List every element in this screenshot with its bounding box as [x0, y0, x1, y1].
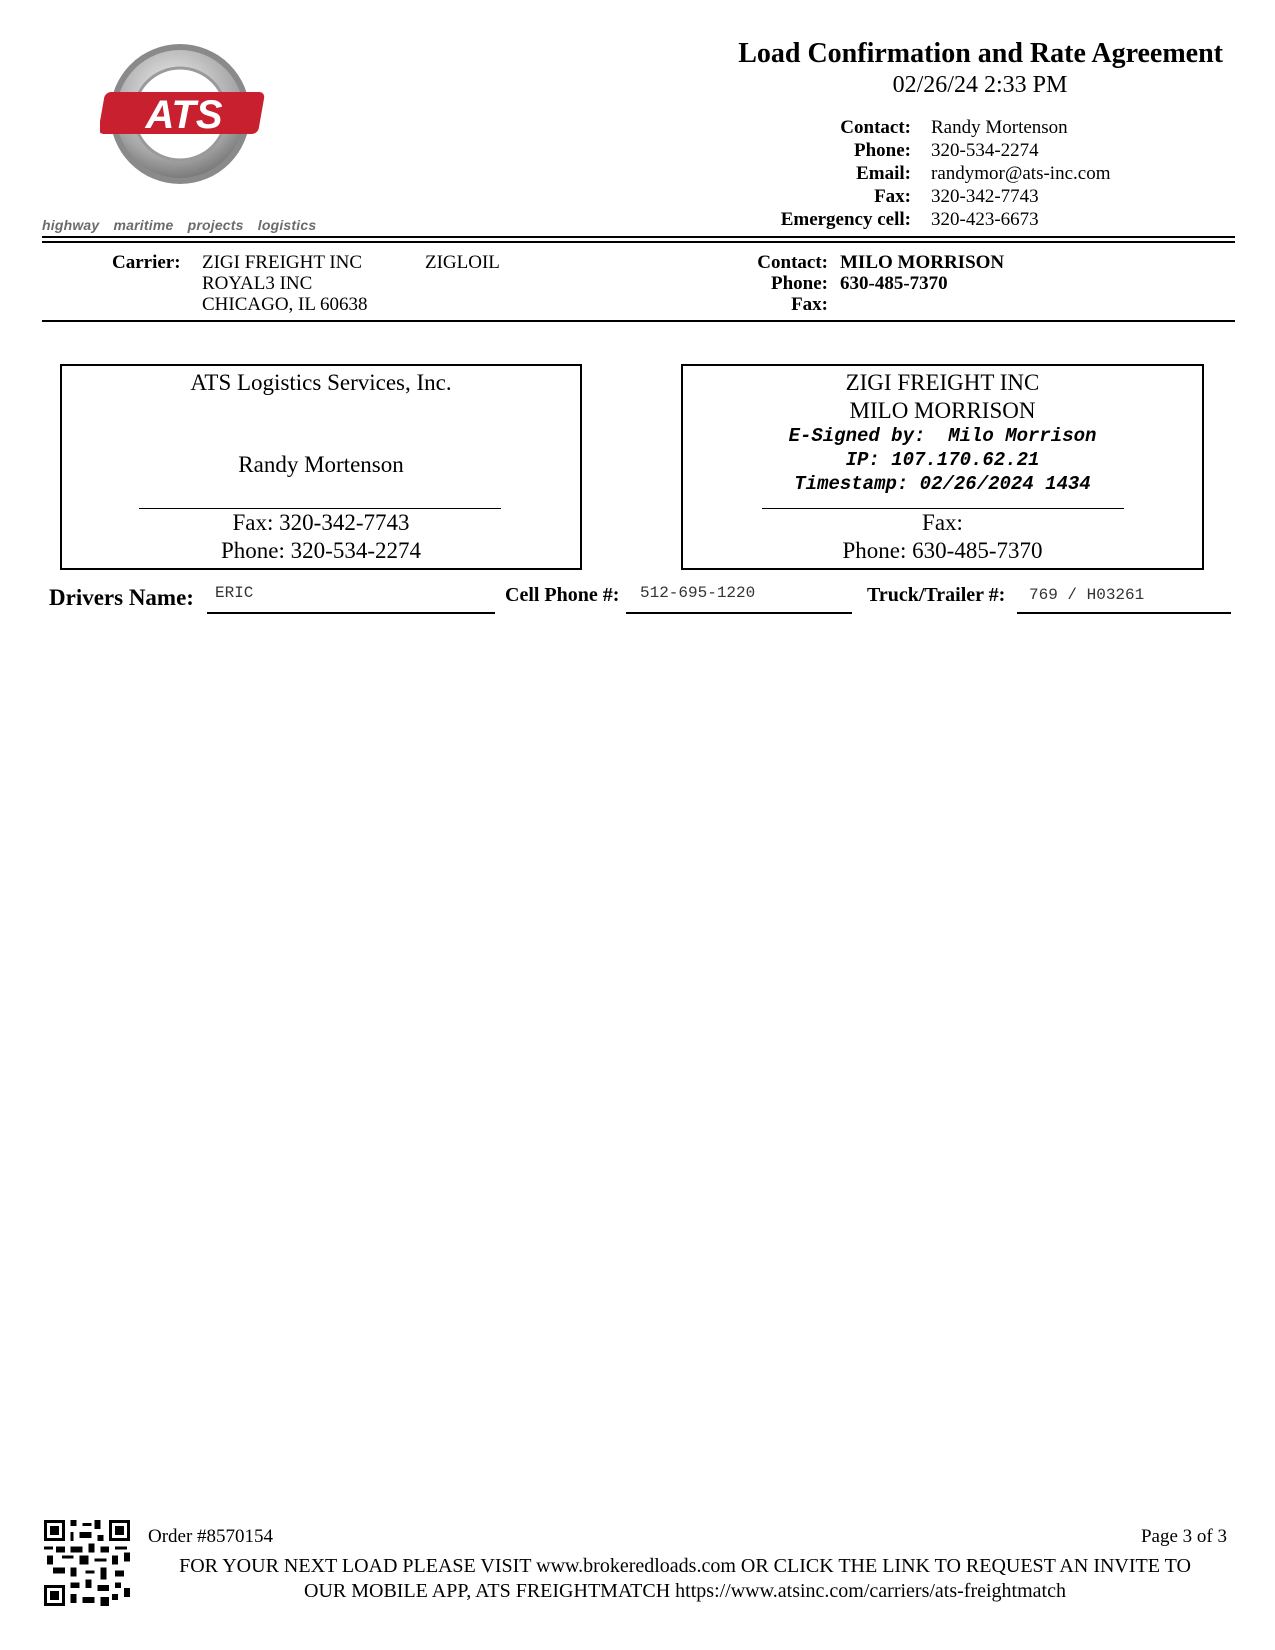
drivers-name-label: Drivers Name: [49, 585, 194, 610]
emergency-row [745, 208, 1110, 231]
carrier-contact-block [730, 252, 1004, 315]
phone-row [745, 139, 1110, 162]
tagline-word: projects [187, 217, 244, 233]
page-number: Page 3 of 3 [1140, 1526, 1227, 1547]
carrier-contact-label: Contact: [757, 252, 828, 273]
cell-phone-label: Cell Phone #: [505, 584, 620, 606]
carrier-box-person: MILO MORRISON [849, 398, 1036, 423]
document-datetime: 02/26/24 2:33 PM [892, 72, 1068, 98]
tagline-word: highway [42, 217, 100, 233]
carrier-code: ZIGLOIL [425, 252, 500, 273]
esignature-timestamp: Timestamp: 02/26/2024 1434 [794, 473, 1091, 495]
truck-trailer-value: 769 / H03261 [1029, 586, 1145, 604]
carrier-divider [42, 320, 1235, 322]
carrier-box-fax: Fax: [922, 510, 963, 535]
carrier-address [202, 252, 368, 315]
header-divider [42, 236, 1235, 243]
drivers-name-field[interactable] [207, 584, 495, 614]
qr-code-graphic [44, 1520, 130, 1606]
emergency-value: 320-423-6673 [931, 209, 1039, 230]
broker-signature-box [60, 364, 582, 570]
carrier-name: ZIGI FREIGHT INC [202, 252, 363, 273]
broker-company: ATS Logistics Services, Inc. [190, 370, 452, 395]
emergency-label: Emergency cell: [780, 209, 911, 230]
ats-logo-graphic [100, 42, 270, 192]
footer-notice [130, 1554, 1240, 1604]
order-number: Order #8570154 [148, 1526, 274, 1547]
carrier-line2: ROYAL3 INC [202, 273, 313, 294]
carrier-phone-label: Phone: [771, 273, 828, 294]
footer-line-1: FOR YOUR NEXT LOAD PLEASE VISIT www.brokeredloads.com OR CLICK THE LINK TO REQUEST AN INVITE TO [179, 1555, 1191, 1577]
fax-label: Fax: [874, 186, 911, 207]
broker-signer: Randy Mortenson [238, 452, 404, 477]
drivers-name-value: ERIC [215, 584, 254, 602]
truck-trailer-field[interactable] [1017, 584, 1231, 614]
footer-line-2: OUR MOBILE APP, ATS FREIGHTMATCH https://www.atsinc.com/carriers/ats-freightmatch [304, 1580, 1066, 1602]
carrier-label: Carrier: [112, 252, 181, 273]
document-title: Load Confirmation and Rate Agreement [738, 38, 1223, 69]
carrier-signature-line [762, 508, 1124, 509]
broker-contact-block [745, 116, 1110, 231]
broker-phone: Phone: 320-534-2274 [221, 538, 421, 563]
carrier-fax-label: Fax: [791, 294, 828, 315]
carrier-box-phone: Phone: 630-485-7370 [842, 538, 1043, 563]
contact-label: Contact: [840, 117, 911, 138]
fax-row [745, 185, 1110, 208]
broker-signature-line [139, 508, 501, 509]
contact-row [745, 116, 1110, 139]
contact-value: Randy Mortenson [931, 117, 1068, 138]
qr-code-icon [44, 1520, 130, 1606]
truck-trailer-label: Truck/Trailer #: [867, 584, 1006, 606]
email-row [745, 162, 1110, 185]
ats-logo [100, 42, 270, 192]
esignature-name: E-Signed by: Milo Morrison [788, 425, 1097, 447]
ats-logo-text: ATS [145, 93, 223, 137]
tagline-word: logistics [257, 217, 317, 233]
email-value: randymor@ats-inc.com [931, 163, 1111, 184]
carrier-signature-box [681, 364, 1204, 570]
phone-label: Phone: [854, 140, 911, 161]
cell-phone-value: 512-695-1220 [640, 584, 756, 602]
esignature-ip: IP: 107.170.62.21 [845, 449, 1040, 471]
broker-fax: Fax: 320-342-7743 [232, 510, 410, 535]
phone-value: 320-534-2274 [931, 140, 1039, 161]
logo-tagline [42, 217, 326, 233]
carrier-contact-value: MILO MORRISON [840, 252, 1005, 273]
carrier-phone-value: 630-485-7370 [840, 273, 948, 294]
fax-value: 320-342-7743 [931, 186, 1039, 207]
tagline-word: maritime [113, 217, 174, 233]
carrier-box-company: ZIGI FREIGHT INC [845, 370, 1040, 395]
email-label: Email: [856, 163, 911, 184]
cell-phone-field[interactable] [626, 584, 852, 614]
carrier-line3: CHICAGO, IL 60638 [202, 294, 368, 315]
